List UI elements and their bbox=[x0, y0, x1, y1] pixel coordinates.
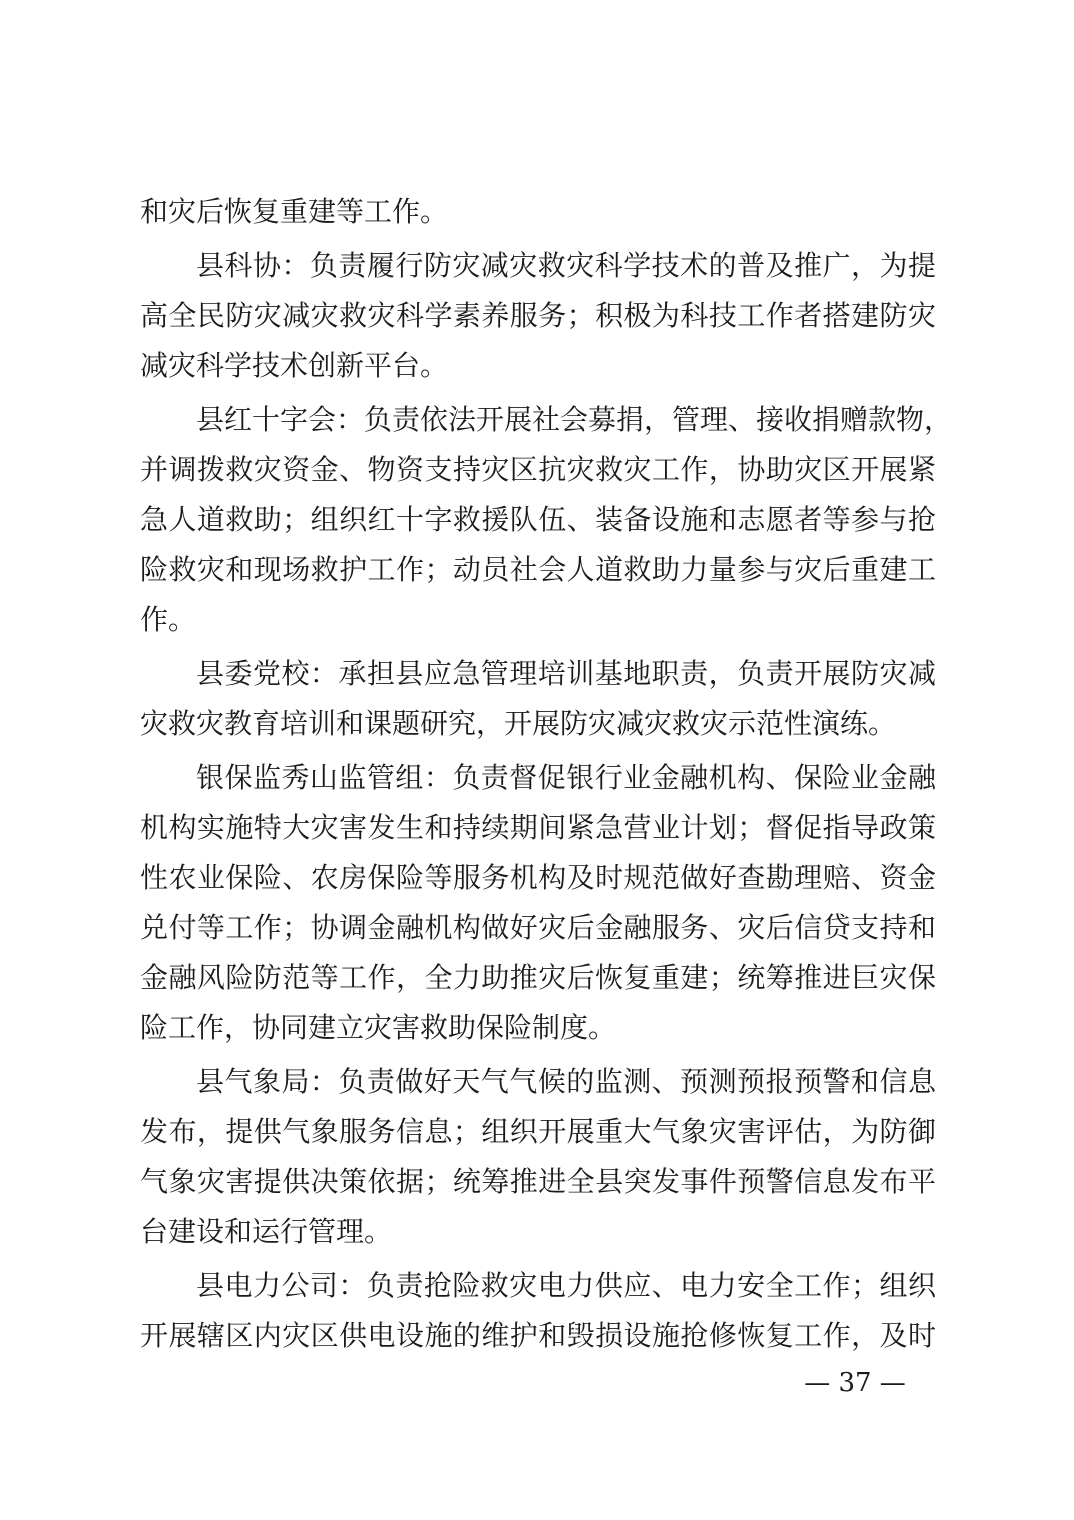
text-line: 险工作，协同建立灾害救助保险制度。 bbox=[140, 1011, 617, 1044]
text-line: 银保监秀山监管组：负责督促银行业金融机构、保险业金融 bbox=[196, 761, 936, 794]
text-line: 急人道救助；组织红十字救援队伍、装备设施和志愿者等参与抢 bbox=[140, 503, 936, 536]
text-line: 金融风险防范等工作，全力助推灾后恢复重建；统筹推进巨灾保 bbox=[140, 961, 936, 994]
text-line: 险救灾和现场救护工作；动员社会人道救助力量参与灾后重建工 bbox=[140, 553, 936, 586]
text-line: 并调拨救灾资金、物资支持灾区抗灾救灾工作，协助灾区开展紧 bbox=[140, 453, 936, 486]
text-line: 性农业保险、农房保险等服务机构及时规范做好查勘理赔、资金 bbox=[140, 861, 936, 894]
text-line: 县气象局：负责做好天气气候的监测、预测预报预警和信息 bbox=[196, 1065, 936, 1098]
text-line: 高全民防灾减灾救灾科学素养服务；积极为科技工作者搭建防灾 bbox=[140, 299, 936, 332]
text-line: 兑付等工作；协调金融机构做好灾后金融服务、灾后信贷支持和 bbox=[140, 911, 936, 944]
text-line: 发布，提供气象服务信息；组织开展重大气象灾害评估，为防御 bbox=[140, 1115, 936, 1148]
text-line: 县红十字会：负责依法开展社会募捐，管理、接收捐赠款物， bbox=[196, 403, 953, 436]
text-line: 减灾科学技术创新平台。 bbox=[140, 349, 449, 382]
text-line: 气象灾害提供决策依据；统筹推进全县突发事件预警信息发布平 bbox=[140, 1165, 936, 1198]
text-line: 和灾后恢复重建等工作。 bbox=[140, 195, 449, 228]
text-line: 县电力公司：负责抢险救灾电力供应、电力安全工作；组织 bbox=[196, 1269, 936, 1302]
text-line: 县委党校：承担县应急管理培训基地职责，负责开展防灾减 bbox=[196, 657, 936, 690]
page-number: — 37 — bbox=[804, 1368, 906, 1398]
text-line: 县科协：负责履行防灾减灾救灾科学技术的普及推广，为提 bbox=[196, 249, 936, 282]
text-line: 机构实施特大灾害发生和持续期间紧急营业计划；督促指导政策 bbox=[140, 811, 936, 844]
text-line: 灾救灾教育培训和课题研究，开展防灾减灾救灾示范性演练。 bbox=[140, 707, 897, 740]
text-line: 作。 bbox=[140, 603, 197, 636]
text-line: 开展辖区内灾区供电设施的维护和毁损设施抢修恢复工作，及时 bbox=[140, 1319, 936, 1352]
text-line: 台建设和运行管理。 bbox=[140, 1215, 393, 1248]
